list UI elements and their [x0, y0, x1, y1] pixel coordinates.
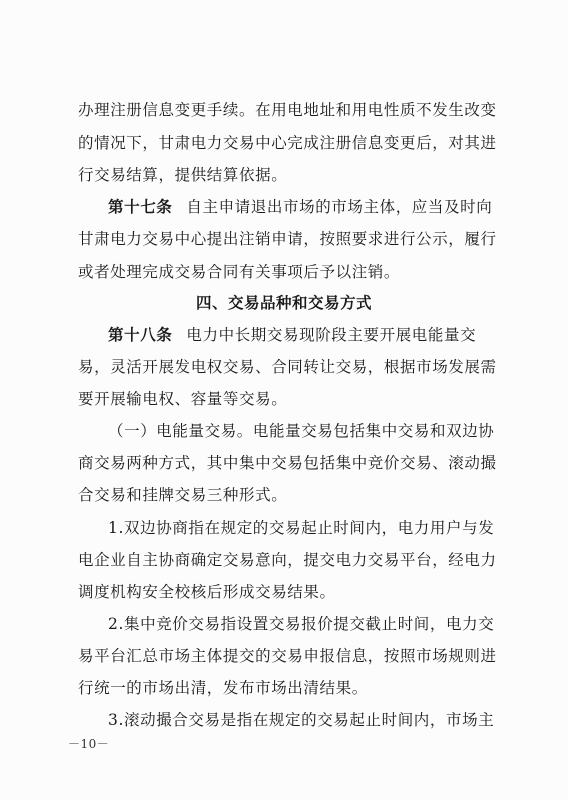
text-line: 或者处理完成交易合同有关事项后予以注销。: [78, 263, 401, 281]
text-line: 办理注册信息变更手续。在用电地址和用电性质不发生改变: [78, 101, 497, 119]
page-number: －10－: [68, 737, 110, 751]
text-line: 2.集中竞价交易指设置交易报价提交截止时间，电力交: [108, 615, 495, 633]
text-line: 甘肃电力交易中心提出注销申请，按照要求进行公示，履行: [78, 230, 497, 248]
article-17-heading: 第十七条: [108, 197, 173, 216]
text-line: （一）电能量交易。电能量交易包括集中交易和双边协: [108, 422, 495, 440]
text-line: 电力中长期交易现阶段主要开展电能量交: [186, 326, 477, 344]
article-18-heading: 第十八条: [108, 325, 173, 344]
text-line: 的情况下，甘肃电力交易中心完成注册信息变更后，对其进: [78, 134, 497, 152]
text-line: 行交易结算，提供结算依据。: [78, 166, 288, 184]
text-line: 1.双边协商指在规定的交易起止时间内，电力用户与发: [108, 519, 495, 537]
article-18-paragraph: [108, 325, 476, 345]
text-line: 行统一的市场出清，发布市场出清结果。: [78, 679, 368, 697]
text-line: 易平台汇总市场主体提交的交易申报信息，按照市场规则进: [78, 647, 497, 665]
text-line: 合交易和挂牌交易三种形式。: [78, 486, 288, 504]
text-line: 要开展输电权、容量等交易。: [78, 390, 288, 408]
text-line: 自主申请退出市场的市场主体，应当及时向: [186, 198, 493, 216]
text-line: 商交易两种方式，其中集中交易包括集中竞价交易、滚动撮: [78, 454, 497, 472]
text-line: 调度机构安全校核后形成交易结果。: [78, 583, 336, 601]
section-title: 四、交易品种和交易方式: [195, 294, 372, 312]
text-line: 3.滚动撮合交易是指在规定的交易起止时间内，市场主: [108, 711, 495, 729]
text-line: 电企业自主协商确定交易意向，提交电力交易平台，经电力: [78, 551, 497, 569]
article-17-paragraph: [108, 197, 492, 217]
text-line: 易，灵活开展发电权交易、合同转让交易，根据市场发展需: [78, 358, 497, 376]
